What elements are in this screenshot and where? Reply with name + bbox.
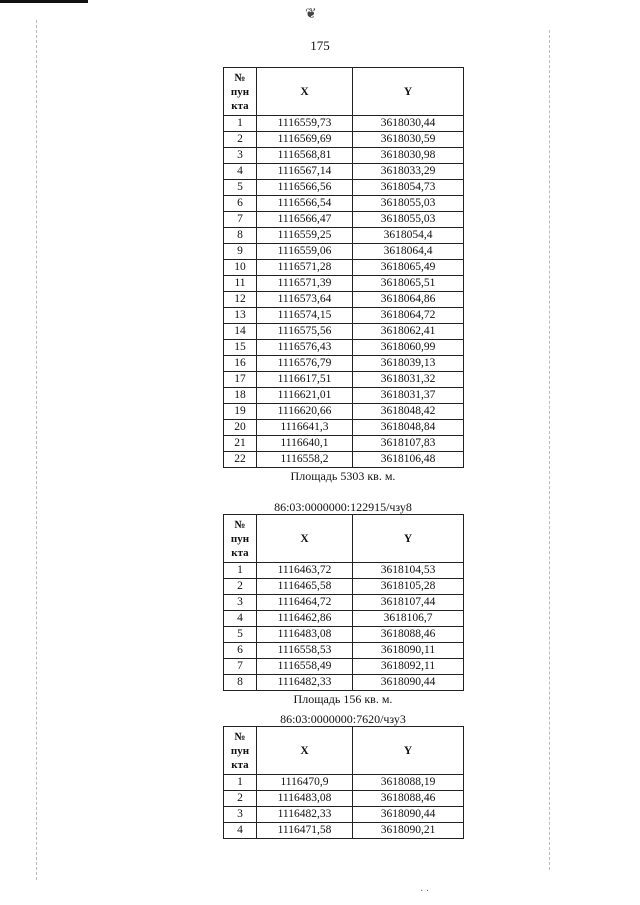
x-cell: 1116568,81 xyxy=(257,148,353,164)
point-number-cell: 3 xyxy=(224,595,257,611)
point-number-cell: 1 xyxy=(224,775,257,791)
point-number-cell: 12 xyxy=(224,292,257,308)
x-cell: 1116482,33 xyxy=(257,675,353,691)
header-num-line: пун xyxy=(230,744,250,757)
point-number-cell: 5 xyxy=(224,627,257,643)
coordinates-section-3 xyxy=(223,712,463,839)
x-cell: 1116462,86 xyxy=(257,611,353,627)
y-cell: 3618107,83 xyxy=(353,436,464,452)
y-cell: 3618105,28 xyxy=(353,579,464,595)
y-cell: 3618090,44 xyxy=(353,675,464,691)
point-number-cell: 4 xyxy=(224,164,257,180)
table-row xyxy=(224,308,464,324)
x-cell: 1116559,06 xyxy=(257,244,353,260)
y-cell: 3618030,59 xyxy=(353,132,464,148)
table-header-row xyxy=(224,515,464,563)
y-cell: 3618030,98 xyxy=(353,148,464,164)
point-number-cell: 15 xyxy=(224,340,257,356)
point-number-cell: 13 xyxy=(224,308,257,324)
coordinates-table-3 xyxy=(223,726,464,839)
point-number-cell: 8 xyxy=(224,675,257,691)
table-row xyxy=(224,611,464,627)
x-cell: 1116576,43 xyxy=(257,340,353,356)
table-row xyxy=(224,372,464,388)
x-cell: 1116567,14 xyxy=(257,164,353,180)
header-num-line: кта xyxy=(231,99,249,112)
table-row xyxy=(224,791,464,807)
x-cell: 1116483,08 xyxy=(257,791,353,807)
header-num-line: пун xyxy=(230,532,250,545)
y-cell: 3618048,42 xyxy=(353,404,464,420)
y-cell: 3618065,49 xyxy=(353,260,464,276)
cadastral-number: 86:03:0000000:7620/чзу3 xyxy=(280,712,406,726)
x-cell: 1116559,73 xyxy=(257,116,353,132)
point-number-cell: 11 xyxy=(224,276,257,292)
point-number-cell: 14 xyxy=(224,324,257,340)
point-number-cell: 3 xyxy=(224,148,257,164)
y-cell: 3618107,44 xyxy=(353,595,464,611)
x-header: X xyxy=(257,68,353,116)
y-cell: 3618030,44 xyxy=(353,116,464,132)
point-number-cell: 5 xyxy=(224,180,257,196)
y-cell: 3618062,41 xyxy=(353,324,464,340)
point-number-cell: 20 xyxy=(224,420,257,436)
x-cell: 1116482,33 xyxy=(257,807,353,823)
header-num-line: № xyxy=(234,730,246,743)
y-cell: 3618104,53 xyxy=(353,563,464,579)
table-row xyxy=(224,452,464,468)
x-cell: 1116621,01 xyxy=(257,388,353,404)
area-caption: Площадь 156 кв. м. xyxy=(293,692,393,706)
table-row xyxy=(224,404,464,420)
cadastral-number: 86:03:0000000:122915/чзу8 xyxy=(274,500,412,514)
y-header: Y xyxy=(353,68,464,116)
x-cell: 1116464,72 xyxy=(257,595,353,611)
page-number: 175 xyxy=(310,38,330,53)
point-number-cell: 2 xyxy=(224,579,257,595)
table-row xyxy=(224,823,464,839)
x-header: X xyxy=(257,727,353,775)
point-number-cell: 2 xyxy=(224,791,257,807)
x-cell: 1116471,58 xyxy=(257,823,353,839)
x-cell: 1116559,25 xyxy=(257,228,353,244)
point-number-header xyxy=(224,727,257,775)
y-cell: 3618090,44 xyxy=(353,807,464,823)
table-row xyxy=(224,196,464,212)
table-row xyxy=(224,627,464,643)
x-cell: 1116463,72 xyxy=(257,563,353,579)
table-row xyxy=(224,807,464,823)
table-row xyxy=(224,563,464,579)
table-row xyxy=(224,595,464,611)
y-cell: 3618055,03 xyxy=(353,196,464,212)
x-cell: 1116483,08 xyxy=(257,627,353,643)
x-header: X xyxy=(257,515,353,563)
left-margin-line xyxy=(36,20,37,880)
point-number-cell: 21 xyxy=(224,436,257,452)
point-number-cell: 4 xyxy=(224,611,257,627)
point-number-cell: 1 xyxy=(224,116,257,132)
x-cell: 1116465,58 xyxy=(257,579,353,595)
table-row xyxy=(224,244,464,260)
point-number-cell: 9 xyxy=(224,244,257,260)
point-number-cell: 6 xyxy=(224,643,257,659)
coordinates-table-1 xyxy=(223,67,464,468)
y-cell: 3618060,99 xyxy=(353,340,464,356)
x-cell: 1116558,53 xyxy=(257,643,353,659)
y-cell: 3618090,21 xyxy=(353,823,464,839)
table-row xyxy=(224,775,464,791)
table-body xyxy=(224,775,464,839)
y-cell: 3618106,7 xyxy=(353,611,464,627)
point-number-cell: 10 xyxy=(224,260,257,276)
header-num-line: пун xyxy=(230,85,250,98)
y-cell: 3618090,11 xyxy=(353,643,464,659)
y-cell: 3618048,84 xyxy=(353,420,464,436)
x-cell: 1116558,2 xyxy=(257,452,353,468)
point-number-cell: 19 xyxy=(224,404,257,420)
x-cell: 1116566,56 xyxy=(257,180,353,196)
right-margin-line xyxy=(549,30,550,870)
point-number-cell: 4 xyxy=(224,823,257,839)
x-cell: 1116576,79 xyxy=(257,356,353,372)
scan-artifact: · · xyxy=(420,886,430,897)
y-header: Y xyxy=(353,727,464,775)
table-row xyxy=(224,388,464,404)
y-cell: 3618106,48 xyxy=(353,452,464,468)
table-row xyxy=(224,340,464,356)
table-row xyxy=(224,659,464,675)
table-row xyxy=(224,356,464,372)
point-number-cell: 16 xyxy=(224,356,257,372)
table-row xyxy=(224,643,464,659)
y-cell: 3618088,46 xyxy=(353,627,464,643)
table-row xyxy=(224,420,464,436)
y-cell: 3618031,32 xyxy=(353,372,464,388)
table-row xyxy=(224,579,464,595)
coordinates-table-2 xyxy=(223,514,464,691)
header-num-line: № xyxy=(234,518,246,531)
point-number-cell: 17 xyxy=(224,372,257,388)
coordinates-section-2 xyxy=(223,500,463,707)
table-row xyxy=(224,260,464,276)
y-cell: 3618065,51 xyxy=(353,276,464,292)
x-cell: 1116566,54 xyxy=(257,196,353,212)
point-number-cell: 8 xyxy=(224,228,257,244)
x-cell: 1116566,47 xyxy=(257,212,353,228)
scan-mark: ❦ xyxy=(305,7,317,22)
y-cell: 3618088,46 xyxy=(353,791,464,807)
x-cell: 1116569,69 xyxy=(257,132,353,148)
table-header-row xyxy=(224,727,464,775)
table-header-row xyxy=(224,68,464,116)
x-cell: 1116574,15 xyxy=(257,308,353,324)
y-header: Y xyxy=(353,515,464,563)
table-row xyxy=(224,148,464,164)
point-number-cell: 3 xyxy=(224,807,257,823)
y-cell: 3618064,4 xyxy=(353,244,464,260)
table-row xyxy=(224,132,464,148)
y-cell: 3618092,11 xyxy=(353,659,464,675)
table-row xyxy=(224,436,464,452)
point-number-cell: 7 xyxy=(224,212,257,228)
point-number-cell: 18 xyxy=(224,388,257,404)
x-cell: 1116571,39 xyxy=(257,276,353,292)
header-num-line: № xyxy=(234,71,246,84)
area-caption: Площадь 5303 кв. м. xyxy=(290,469,396,483)
x-cell: 1116470,9 xyxy=(257,775,353,791)
header-num-line: кта xyxy=(231,546,249,559)
table-row xyxy=(224,228,464,244)
table-row xyxy=(224,180,464,196)
table-row xyxy=(224,324,464,340)
y-cell: 3618054,73 xyxy=(353,180,464,196)
table-row xyxy=(224,116,464,132)
x-cell: 1116571,28 xyxy=(257,260,353,276)
point-number-cell: 22 xyxy=(224,452,257,468)
x-cell: 1116640,1 xyxy=(257,436,353,452)
y-cell: 3618055,03 xyxy=(353,212,464,228)
table-row xyxy=(224,276,464,292)
point-number-cell: 1 xyxy=(224,563,257,579)
table-row xyxy=(224,675,464,691)
y-cell: 3618039,13 xyxy=(353,356,464,372)
coordinates-section-1 xyxy=(223,67,463,484)
y-cell: 3618054,4 xyxy=(353,228,464,244)
top-rule xyxy=(0,0,88,3)
x-cell: 1116575,56 xyxy=(257,324,353,340)
point-number-cell: 6 xyxy=(224,196,257,212)
y-cell: 3618064,86 xyxy=(353,292,464,308)
point-number-header xyxy=(224,68,257,116)
table-row xyxy=(224,164,464,180)
y-cell: 3618064,72 xyxy=(353,308,464,324)
table-body xyxy=(224,116,464,468)
x-cell: 1116620,66 xyxy=(257,404,353,420)
point-number-header xyxy=(224,515,257,563)
table-body xyxy=(224,563,464,691)
y-cell: 3618031,37 xyxy=(353,388,464,404)
x-cell: 1116641,3 xyxy=(257,420,353,436)
table-row xyxy=(224,212,464,228)
y-cell: 3618033,29 xyxy=(353,164,464,180)
x-cell: 1116558,49 xyxy=(257,659,353,675)
header-num-line: кта xyxy=(231,758,249,771)
y-cell: 3618088,19 xyxy=(353,775,464,791)
x-cell: 1116617,51 xyxy=(257,372,353,388)
x-cell: 1116573,64 xyxy=(257,292,353,308)
point-number-cell: 2 xyxy=(224,132,257,148)
point-number-cell: 7 xyxy=(224,659,257,675)
table-row xyxy=(224,292,464,308)
